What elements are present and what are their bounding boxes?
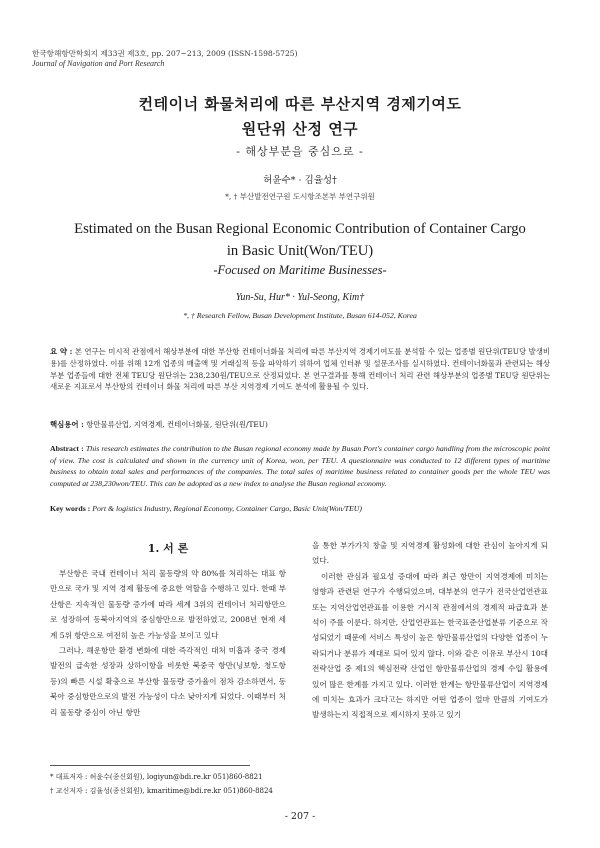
abstract-ko-text: 본 연구는 미시적 관점에서 해상부분에 대한 부산항 컨테이너화물 처리에 따른 부산지역 경제기여도를 분석할 수 있는 업종별 원단위(TEU당 발생비용)를 산정하였다. 이를 위해 12개 업종의 매출액 및 거래실적 등을 파악하기 위하여 업체 인터뷰 및 설문조사를 실시하였다. 컨테이너화물과 관련되는 해상부분 업종들에 대한 전체 TEU당 원단위는 238,230원/TEU으로 산정되었다. 본 연구결과를 통해 컨테이너 처리 관련 해상부분의 업종별 TEU당 원단위는 새로운 지표로서 부산항의 컨테이너 화물 처리에 따른 부산 지역경제 기여도 분석에 활용될 수 있다. xyxy=(50,347,550,392)
abstract-en-text: This research estimates the contribution to the Busan regional economy made by Busan Port's container cargo handling from the microscopic point of view. The cost is calculated and shown in the currency unit of Korea, won, per TEU. A questionnaire was conducted to 12 different types of maritime business to obtain total sales and performances of the companies. The total sales of maritime business related to container goods per the whole TEU was computed at 238,230won/TEU. This can be adopted as a new index to analyse the Busan regional economy. xyxy=(50,444,550,488)
right-column xyxy=(312,538,548,723)
page-number: - 207 - xyxy=(284,811,316,822)
abstract-en-label: Abstract : xyxy=(50,444,84,453)
keywords-en-label: Key words : xyxy=(50,504,91,513)
authors-ko: 허윤수* · 김율성† xyxy=(263,175,337,186)
keywords-ko-label: 핵심용어 : xyxy=(50,420,84,429)
abstract-ko-label: 요 약 : xyxy=(50,347,73,356)
paragraph: 부산항은 국내 컨테이너 처리 물동량의 약 80%를 처리하는 대표 항만으로 국가 및 지역 경제 활동에 중요한 역할을 수행하고 있다. 한때 부산항은 지속적인 물동량 증가에 따라 세계 3위의 컨테이너 처리항만으로 성장하여 동북아지역의 중심항만으로 발전하였고, 2008년 현재 세계 5위 항만으로 여전히 높은 가능성을 보이고 있다 xyxy=(50,569,286,640)
journal-name: Journal of Navigation and Port Research xyxy=(32,59,165,68)
authors-en: Yun-Su, Hur* · Yul-Seong, Kim† xyxy=(235,292,365,303)
keywords-en xyxy=(50,503,550,515)
left-column xyxy=(50,566,286,720)
journal-citation: 한국항해항만학회지 제33권 제3호, pp. 207~213, 2009 (ISSN-1598-5725) xyxy=(32,49,298,58)
footnote-divider xyxy=(50,765,250,766)
title-ko-line1: 컨테이너 화물처리에 따른 부산지역 경제기여도 xyxy=(138,95,462,113)
title-en-line2: in Basic Unit(Won/TEU) xyxy=(226,243,374,259)
footnote-corresponding-1: * 대표저자 : 허윤수(종신회원), logiyun@bdi.re.kr 051)860-8821 xyxy=(50,773,263,781)
affiliation-ko: *, † 부산발전연구원 도시항조본부 부연구위원 xyxy=(225,192,375,201)
paragraph: 을 통한 부가가치 창출 및 지역경제 활성화에 대한 관심이 높아지게 되었다. xyxy=(312,541,548,566)
abstract-en xyxy=(50,443,550,489)
subtitle-en: -Focused on Maritime Businesses- xyxy=(213,263,387,277)
keywords-ko xyxy=(50,419,550,431)
title-ko-line2: 원단위 산정 연구 xyxy=(241,120,359,138)
keywords-ko-text: 항만물류산업, 지역경제, 컨테이너화물, 원단위(원/TEU) xyxy=(86,420,268,429)
title-en-line1: Estimated on the Busan Regional Economic Contribution of Container Cargo xyxy=(74,221,526,237)
subtitle-ko: - 해상부분을 중심으로 - xyxy=(236,145,364,158)
section-heading-introduction: 1. 서 론 xyxy=(147,542,189,555)
abstract-ko xyxy=(50,346,550,393)
keywords-en-text: Port & logistics Industry, Regional Economy, Container Cargo, Basic Unit(Won/TEU) xyxy=(92,504,362,513)
affiliation-en: *, † Research Fellow, Busan Development Institute, Busan 614-052, Korea xyxy=(183,311,417,320)
footnote-corresponding-2: † 교신저자 : 김율성(종신회원), kmaritime@bdi.re.kr 051)860-8824 xyxy=(50,787,273,795)
paragraph: 이러한 관심과 필요성 증대에 따라 최근 항만이 지역경제에 미치는 영향과 관련된 연구가 수행되었으며, 대부분의 연구가 전국산업연관표 또는 지역산업연관표를 이용한 거시적 관점에서의 경제적 파급효과 분석이 주를 이룬다. 하지만, 산업연관표는 한국표준산업분류 기준으로 작성되었기 때문에 서비스 특성이 높은 항만물류산업의 다양한 업종이 누락되거나 분류가 제대로 되어 있지 않다. 이와 같은 이유로 부산시 10대 전략산업 중 제1의 핵심전략 산업인 항만물류산업의 경제 수입 활용에 있어 많은 한계를 가지고 있다. 이러한 한계는 항만물류산업이 지역경제에 미치는 효과가 크다고는 하지만 어떤 업종이 얼마 만큼의 기여도가 발생하는지 직접적으로 제시하지 못하고 있기 xyxy=(312,571,548,720)
paragraph: 그러나, 해운항만 환경 변화에 대한 즉각적인 대처 미흡과 중국 경제발전의 급속한 성장과 상하이항을 비롯한 북중국 항만(닝보항, 청도항 등)의 빠른 시설 확충으로 부산항 물동량 증가율이 점차 감소하면서, 동북아 중심항만으로의 발전 가능성이 다소 낮아지게 되었다. 이때부터 처리 물동량 중심이 아닌 항만 xyxy=(50,646,286,717)
